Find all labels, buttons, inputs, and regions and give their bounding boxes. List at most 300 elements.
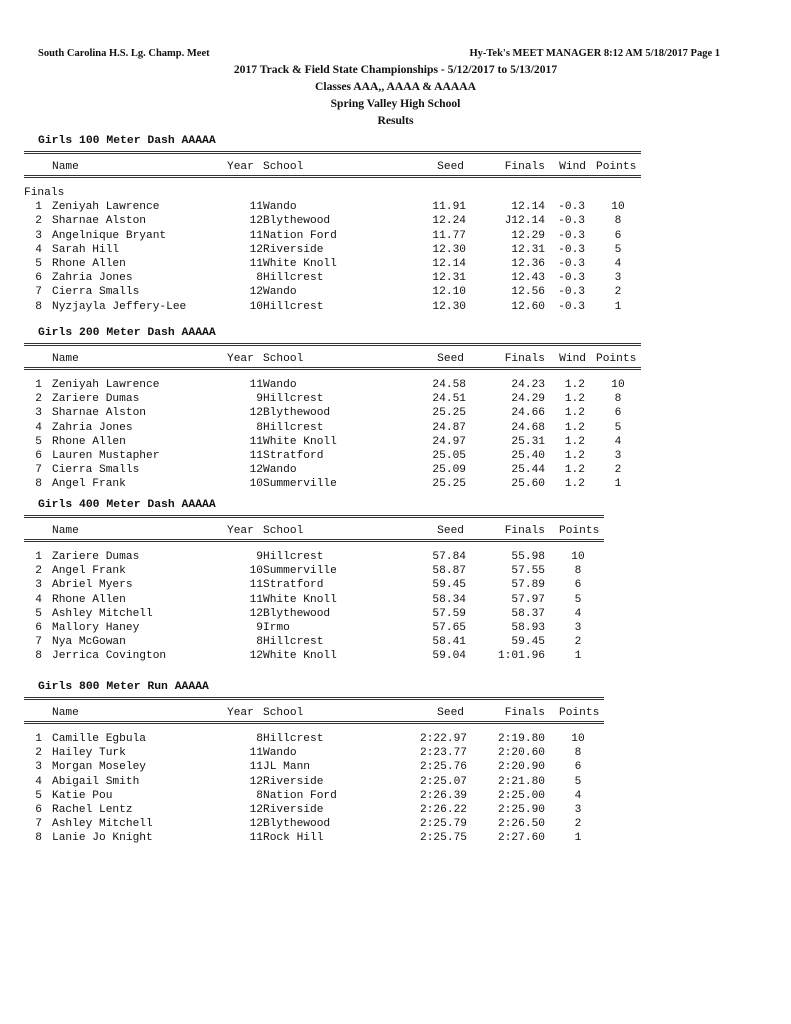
finals-time: 1:01.96 xyxy=(498,650,545,663)
finals-time: 25.44 xyxy=(511,464,545,477)
place: 1 xyxy=(35,379,42,391)
finals-time: 2:26.50 xyxy=(498,818,545,831)
finals-time: 24.66 xyxy=(511,407,545,420)
table-row xyxy=(0,817,604,831)
school: Nation Ford xyxy=(263,229,337,242)
year: 8 xyxy=(256,789,263,802)
table-row xyxy=(0,635,604,649)
athlete-name: Cierra Smalls xyxy=(52,464,140,477)
finals-time: 58.37 xyxy=(511,607,545,620)
double-rule xyxy=(24,343,641,346)
points: 1 xyxy=(574,650,582,663)
school: White Knoll xyxy=(263,435,337,448)
col-header-wind: Wind xyxy=(559,161,586,173)
seed-time: 12.14 xyxy=(432,258,466,270)
year: 12 xyxy=(249,243,263,256)
double-rule xyxy=(24,515,604,518)
col-header-year: Year xyxy=(227,707,254,719)
school: Rock Hill xyxy=(263,832,324,845)
school: Wando xyxy=(263,286,297,299)
seed-time: 2:25.07 xyxy=(420,775,467,788)
finals-time: 24.23 xyxy=(511,379,545,391)
points: 10 xyxy=(571,733,585,745)
school: Nation Ford xyxy=(263,789,337,802)
column-header-row xyxy=(24,352,641,366)
athlete-name: Mallory Haney xyxy=(52,622,140,634)
school: Wando xyxy=(263,464,297,477)
athlete-name: Hailey Turk xyxy=(52,747,126,760)
finals-time: 57.89 xyxy=(511,579,545,592)
points: 5 xyxy=(574,593,582,606)
finals-time: 55.98 xyxy=(511,551,545,563)
year: 11 xyxy=(249,258,263,270)
championship-title: 2017 Track & Field State Championships - 5/12/2017 to 5/13/2017 xyxy=(233,63,558,76)
seed-time: 57.65 xyxy=(432,622,466,634)
finals-time: 25.31 xyxy=(511,435,545,448)
seed-time: 59.04 xyxy=(432,650,466,663)
classes-line: Classes AAA,, AAAA & AAAAA xyxy=(314,80,477,93)
col-header-school: School xyxy=(263,707,304,719)
finals-time: 2:27.60 xyxy=(498,832,545,845)
table-row xyxy=(0,449,641,463)
points: 2 xyxy=(614,464,622,477)
athlete-name: Jerrica Covington xyxy=(52,650,167,663)
school: Stratford xyxy=(263,450,324,462)
athlete-name: Zahria Jones xyxy=(52,421,133,434)
finals-time: 12.36 xyxy=(511,258,545,270)
table-row xyxy=(0,593,604,607)
place: 4 xyxy=(35,593,42,606)
finals-time: 25.40 xyxy=(511,450,545,462)
athlete-name: Sharnae Alston xyxy=(52,215,146,228)
place: 5 xyxy=(35,258,42,270)
table-row xyxy=(0,803,604,817)
col-header-wind: Wind xyxy=(559,353,586,365)
seed-time: 58.87 xyxy=(432,565,466,578)
year: 12 xyxy=(249,215,263,228)
wind: -0.3 xyxy=(558,215,585,228)
event-title: Girls 400 Meter Dash AAAAA xyxy=(38,499,216,511)
athlete-name: Angelnique Bryant xyxy=(52,229,167,242)
points: 3 xyxy=(574,804,582,816)
double-rule xyxy=(24,697,604,700)
col-header-seed: Seed xyxy=(437,525,464,537)
year: 11 xyxy=(249,747,263,760)
place: 8 xyxy=(35,478,42,491)
year: 12 xyxy=(249,464,263,477)
wind: 1.2 xyxy=(564,464,585,477)
athlete-name: Camille Egbula xyxy=(52,733,146,745)
athlete-name: Nya McGowan xyxy=(52,636,126,649)
col-header-points: Points xyxy=(559,525,600,537)
seed-time: 57.59 xyxy=(432,607,466,620)
finals-time: 58.93 xyxy=(511,622,545,634)
seed-time: 24.87 xyxy=(432,421,466,434)
points: 1 xyxy=(574,832,582,845)
points: 8 xyxy=(614,215,622,228)
athlete-name: Sharnae Alston xyxy=(52,407,146,420)
points: 4 xyxy=(614,435,622,448)
year: 12 xyxy=(249,286,263,299)
points: 2 xyxy=(574,636,582,649)
col-header-year: Year xyxy=(227,161,254,173)
school: Hillcrest xyxy=(263,421,324,434)
seed-time: 11.91 xyxy=(432,201,466,214)
column-header-row xyxy=(24,160,641,174)
finals-time: 12.56 xyxy=(511,286,545,299)
double-rule xyxy=(24,175,641,178)
athlete-name: Lanie Jo Knight xyxy=(52,832,153,845)
year: 8 xyxy=(256,636,263,649)
table-row xyxy=(0,607,604,621)
place: 2 xyxy=(35,215,42,228)
school: Hillcrest xyxy=(263,636,324,649)
points: 8 xyxy=(574,747,582,760)
wind: 1.2 xyxy=(564,393,585,406)
place: 6 xyxy=(35,622,42,634)
school: White Knoll xyxy=(263,593,337,606)
wind: 1.2 xyxy=(564,478,585,491)
points: 6 xyxy=(574,579,582,592)
table-row xyxy=(0,564,604,578)
school: Riverside xyxy=(263,775,324,788)
col-header-points: Points xyxy=(559,707,600,719)
athlete-name: Ashley Mitchell xyxy=(52,818,153,831)
school: Blythewood xyxy=(263,215,331,228)
col-header-finals: Finals xyxy=(504,525,545,537)
event-title: Girls 200 Meter Dash AAAAA xyxy=(38,327,216,339)
place: 3 xyxy=(35,229,42,242)
place: 2 xyxy=(35,393,42,406)
school: Wando xyxy=(263,379,297,391)
seed-time: 12.24 xyxy=(432,215,466,228)
place: 4 xyxy=(35,243,42,256)
table-row xyxy=(0,775,604,789)
place: 7 xyxy=(35,464,42,477)
athlete-name: Rhone Allen xyxy=(52,435,126,448)
points: 4 xyxy=(574,789,582,802)
school: Irmo xyxy=(263,622,290,634)
seed-time: 2:26.39 xyxy=(420,789,467,802)
table-row xyxy=(0,392,641,406)
athlete-name: Angel Frank xyxy=(52,478,126,491)
athlete-name: Abriel Myers xyxy=(52,579,133,592)
school: Hillcrest xyxy=(263,300,324,313)
double-rule xyxy=(24,539,604,542)
points: 1 xyxy=(614,300,622,313)
place: 6 xyxy=(35,450,42,462)
year: 11 xyxy=(249,201,263,214)
wind: 1.2 xyxy=(564,421,585,434)
year: 12 xyxy=(249,607,263,620)
points: 3 xyxy=(614,450,622,462)
table-row xyxy=(0,243,641,257)
points: 5 xyxy=(614,243,622,256)
athlete-name: Morgan Moseley xyxy=(52,761,146,774)
seed-time: 2:25.75 xyxy=(420,832,467,845)
table-row xyxy=(0,621,604,635)
points: 5 xyxy=(574,775,582,788)
seed-time: 12.30 xyxy=(432,243,466,256)
year: 12 xyxy=(249,818,263,831)
athlete-name: Rhone Allen xyxy=(52,593,126,606)
finals-time: 24.68 xyxy=(511,421,545,434)
finals-time: 24.29 xyxy=(511,393,545,406)
year: 10 xyxy=(249,300,263,313)
table-row xyxy=(0,435,641,449)
finals-time: 25.60 xyxy=(511,478,545,491)
table-row xyxy=(0,760,604,774)
seed-time: 12.10 xyxy=(432,286,466,299)
points: 4 xyxy=(574,607,582,620)
venue-line: Spring Valley High School xyxy=(330,97,461,110)
points: 10 xyxy=(611,201,625,214)
col-header-school: School xyxy=(263,353,304,365)
points: 10 xyxy=(571,551,585,563)
year: 9 xyxy=(256,622,263,634)
col-header-seed: Seed xyxy=(437,161,464,173)
seed-time: 24.97 xyxy=(432,435,466,448)
year: 11 xyxy=(249,832,263,845)
year: 11 xyxy=(249,579,263,592)
col-header-finals: Finals xyxy=(504,353,545,365)
points: 6 xyxy=(574,761,582,774)
table-row xyxy=(0,257,641,271)
table-row xyxy=(0,732,604,746)
seed-time: 58.41 xyxy=(432,636,466,649)
place: 2 xyxy=(35,747,42,760)
year: 11 xyxy=(249,593,263,606)
school: Blythewood xyxy=(263,818,331,831)
year: 12 xyxy=(249,775,263,788)
points: 3 xyxy=(614,272,622,285)
table-row xyxy=(0,421,641,435)
athlete-name: Zariere Dumas xyxy=(52,393,140,406)
wind: -0.3 xyxy=(558,272,585,285)
seed-time: 25.09 xyxy=(432,464,466,477)
seed-time: 25.05 xyxy=(432,450,466,462)
place: 1 xyxy=(35,733,42,745)
seed-time: 11.77 xyxy=(432,229,466,242)
double-rule xyxy=(24,721,604,724)
software-stamp: Hy-Tek's MEET MANAGER 8:12 AM 5/18/2017 Page 1 xyxy=(469,48,720,59)
place: 3 xyxy=(35,579,42,592)
event-title: Girls 100 Meter Dash AAAAA xyxy=(38,135,216,147)
table-row xyxy=(0,649,604,663)
place: 3 xyxy=(35,407,42,420)
seed-time: 2:25.79 xyxy=(420,818,467,831)
place: 1 xyxy=(35,551,42,563)
school: JL Mann xyxy=(263,761,310,774)
table-row xyxy=(0,789,604,803)
place: 5 xyxy=(35,607,42,620)
year: 8 xyxy=(256,272,263,285)
place: 6 xyxy=(35,272,42,285)
school: Wando xyxy=(263,747,297,760)
athlete-name: Sarah Hill xyxy=(52,243,120,256)
athlete-name: Cierra Smalls xyxy=(52,286,140,299)
wind: 1.2 xyxy=(564,379,585,391)
table-row xyxy=(0,578,604,592)
table-row xyxy=(0,214,641,228)
points: 8 xyxy=(574,565,582,578)
double-rule xyxy=(24,367,641,370)
finals-time: J12.14 xyxy=(504,215,545,228)
seed-time: 2:22.97 xyxy=(420,733,467,745)
col-header-name: Name xyxy=(52,707,79,719)
school: Wando xyxy=(263,201,297,214)
year: 11 xyxy=(249,229,263,242)
seed-time: 24.51 xyxy=(432,393,466,406)
year: 11 xyxy=(249,761,263,774)
finals-time: 57.55 xyxy=(511,565,545,578)
finals-time: 12.43 xyxy=(511,272,545,285)
double-rule xyxy=(24,151,641,154)
finals-time: 59.45 xyxy=(511,636,545,649)
table-row xyxy=(0,378,641,392)
school: Hillcrest xyxy=(263,733,324,745)
year: 8 xyxy=(256,733,263,745)
year: 10 xyxy=(249,478,263,491)
athlete-name: Angel Frank xyxy=(52,565,126,578)
points: 6 xyxy=(614,229,622,242)
wind: -0.3 xyxy=(558,258,585,270)
finals-time: 2:20.90 xyxy=(498,761,545,774)
year: 9 xyxy=(256,393,263,406)
seed-time: 58.34 xyxy=(432,593,466,606)
points: 8 xyxy=(614,393,622,406)
points: 2 xyxy=(574,818,582,831)
finals-time: 2:21.80 xyxy=(498,775,545,788)
year: 11 xyxy=(249,379,263,391)
athlete-name: Lauren Mustapher xyxy=(52,450,160,462)
year: 12 xyxy=(249,650,263,663)
points: 6 xyxy=(614,407,622,420)
event-title: Girls 800 Meter Run AAAAA xyxy=(38,681,209,693)
finals-time: 12.14 xyxy=(511,201,545,214)
seed-time: 24.58 xyxy=(432,379,466,391)
wind: -0.3 xyxy=(558,286,585,299)
school: Summerville xyxy=(263,478,337,491)
column-header-row xyxy=(24,524,604,538)
finals-time: 12.29 xyxy=(511,229,545,242)
wind: 1.2 xyxy=(564,450,585,462)
year: 12 xyxy=(249,407,263,420)
place: 5 xyxy=(35,789,42,802)
seed-time: 12.31 xyxy=(432,272,466,285)
points: 10 xyxy=(611,379,625,391)
points: 2 xyxy=(614,286,622,299)
athlete-name: Zahria Jones xyxy=(52,272,133,285)
athlete-name: Abigail Smith xyxy=(52,775,140,788)
seed-time: 59.45 xyxy=(432,579,466,592)
place: 6 xyxy=(35,804,42,816)
meet-name: South Carolina H.S. Lg. Champ. Meet xyxy=(38,48,210,59)
col-header-finals: Finals xyxy=(504,707,545,719)
school: White Knoll xyxy=(263,650,337,663)
place: 1 xyxy=(35,201,42,214)
table-row xyxy=(0,300,641,314)
place: 4 xyxy=(35,421,42,434)
wind: -0.3 xyxy=(558,300,585,313)
col-header-finals: Finals xyxy=(504,161,545,173)
finals-time: 2:19.80 xyxy=(498,733,545,745)
col-header-year: Year xyxy=(227,353,254,365)
year: 11 xyxy=(249,450,263,462)
seed-time: 2:23.77 xyxy=(420,747,467,760)
points: 5 xyxy=(614,421,622,434)
table-row xyxy=(0,550,604,564)
points: 1 xyxy=(614,478,622,491)
table-row xyxy=(0,463,641,477)
wind: -0.3 xyxy=(558,229,585,242)
finals-time: 12.31 xyxy=(511,243,545,256)
col-header-school: School xyxy=(263,161,304,173)
col-header-name: Name xyxy=(52,161,79,173)
school: Summerville xyxy=(263,565,337,578)
seed-time: 2:26.22 xyxy=(420,804,467,816)
round-label: Finals xyxy=(24,187,65,199)
table-row xyxy=(0,406,641,420)
place: 8 xyxy=(35,650,42,663)
school: Riverside xyxy=(263,243,324,256)
school: White Knoll xyxy=(263,258,337,270)
table-row xyxy=(0,229,641,243)
athlete-name: Zeniyah Lawrence xyxy=(52,201,160,214)
col-header-name: Name xyxy=(52,353,79,365)
athlete-name: Katie Pou xyxy=(52,789,113,802)
place: 8 xyxy=(35,832,42,845)
table-row xyxy=(0,271,641,285)
year: 10 xyxy=(249,565,263,578)
wind: -0.3 xyxy=(558,201,585,214)
school: Hillcrest xyxy=(263,272,324,285)
year: 12 xyxy=(249,804,263,816)
finals-time: 2:25.00 xyxy=(498,789,545,802)
col-header-school: School xyxy=(263,525,304,537)
column-header-row xyxy=(24,706,604,720)
school: Hillcrest xyxy=(263,551,324,563)
points: 3 xyxy=(574,622,582,634)
seed-time: 57.84 xyxy=(432,551,466,563)
table-row xyxy=(0,200,641,214)
finals-time: 57.97 xyxy=(511,593,545,606)
col-header-points: Points xyxy=(596,161,637,173)
col-header-year: Year xyxy=(227,525,254,537)
col-header-points: Points xyxy=(596,353,637,365)
wind: 1.2 xyxy=(564,407,585,420)
place: 7 xyxy=(35,286,42,299)
athlete-name: Rhone Allen xyxy=(52,258,126,270)
finals-time: 2:20.60 xyxy=(498,747,545,760)
year: 8 xyxy=(256,421,263,434)
athlete-name: Zeniyah Lawrence xyxy=(52,379,160,391)
col-header-seed: Seed xyxy=(437,353,464,365)
finals-time: 2:25.90 xyxy=(498,804,545,816)
table-row xyxy=(0,746,604,760)
school: Riverside xyxy=(263,804,324,816)
table-row xyxy=(0,285,641,299)
athlete-name: Zariere Dumas xyxy=(52,551,140,563)
col-header-name: Name xyxy=(52,525,79,537)
seed-time: 2:25.76 xyxy=(420,761,467,774)
place: 7 xyxy=(35,818,42,831)
col-header-seed: Seed xyxy=(437,707,464,719)
athlete-name: Rachel Lentz xyxy=(52,804,133,816)
school: Hillcrest xyxy=(263,393,324,406)
school: Blythewood xyxy=(263,407,331,420)
year: 9 xyxy=(256,551,263,563)
